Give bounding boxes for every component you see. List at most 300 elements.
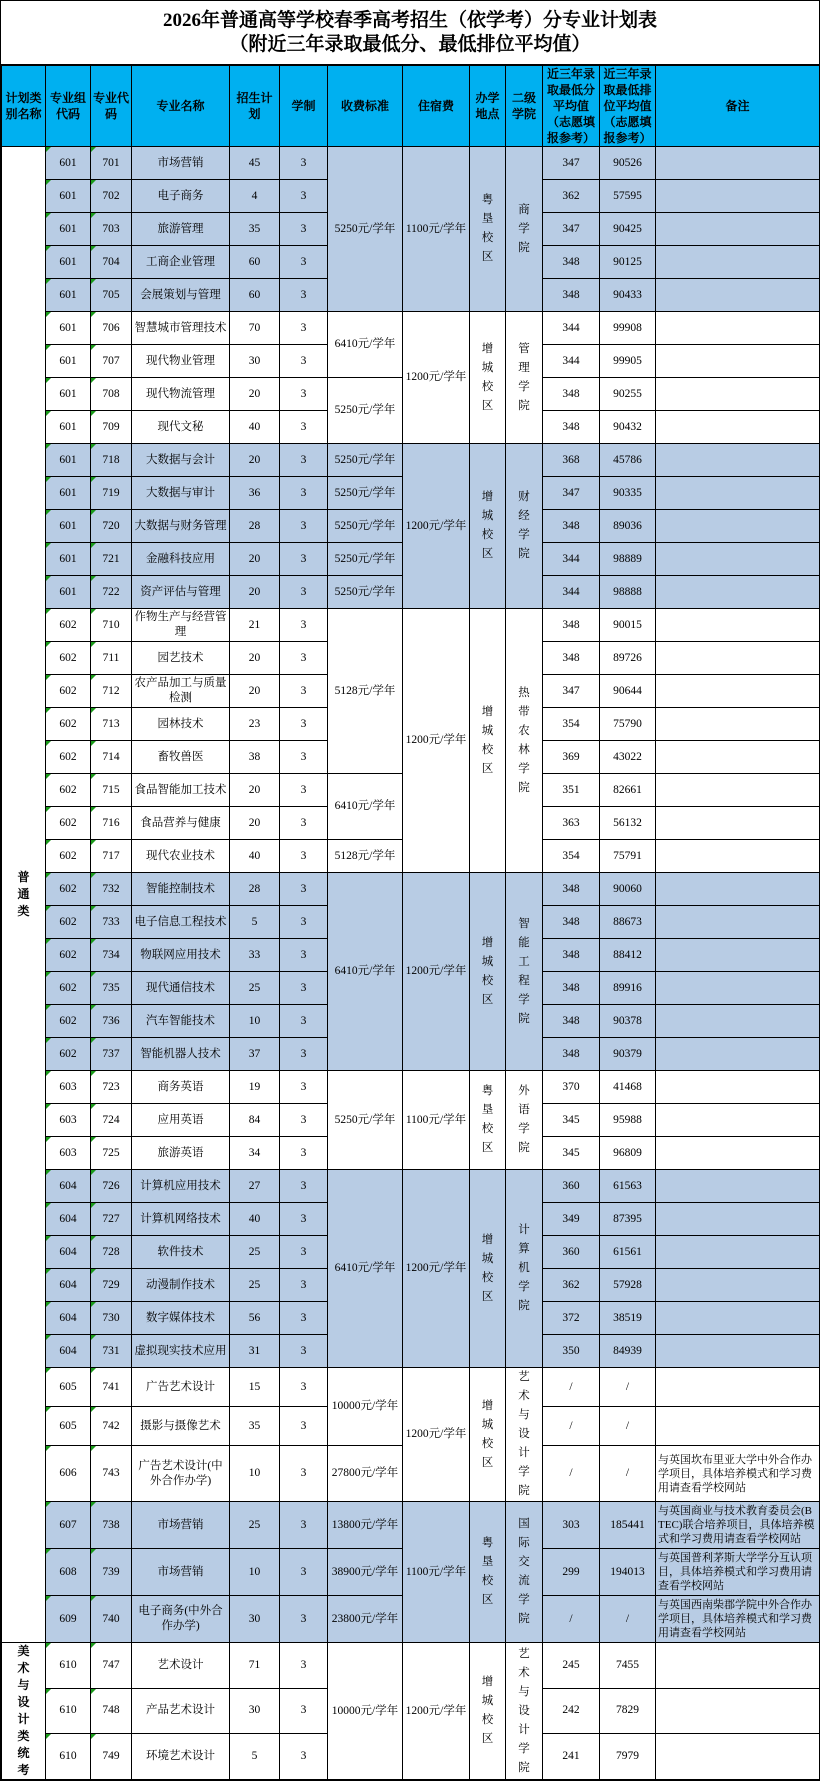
major-name-cell: 摄影与摄像艺术 xyxy=(132,1407,230,1446)
header-avg-min-rank: 近三年录取最低排位平均值（志愿填报参考） xyxy=(600,66,656,147)
enrollment-plan-cell: 34 xyxy=(230,1137,280,1170)
group-code-cell: 601 xyxy=(46,378,91,411)
major-code-cell: 708 xyxy=(91,378,132,411)
tuition-cell: 6410元/学年 xyxy=(328,774,403,840)
major-code-cell: 732 xyxy=(91,873,132,906)
tuition-cell: 10000元/学年 xyxy=(328,1368,403,1446)
enrollment-plan-cell: 19 xyxy=(230,1071,280,1104)
avg-min-score-cell: 360 xyxy=(543,1170,600,1203)
group-code-cell: 609 xyxy=(46,1596,91,1643)
avg-min-score-cell: 345 xyxy=(543,1137,600,1170)
duration-cell: 3 xyxy=(280,543,328,576)
remarks-cell xyxy=(656,1071,820,1104)
avg-min-rank-cell: 87395 xyxy=(600,1203,656,1236)
tuition-cell: 5250元/学年 xyxy=(328,543,403,576)
housing-fee-cell: 1200元/学年 xyxy=(403,1368,470,1502)
avg-min-rank-cell: 38519 xyxy=(600,1302,656,1335)
housing-fee-cell: 1200元/学年 xyxy=(403,1170,470,1368)
avg-min-rank-cell: 98889 xyxy=(600,543,656,576)
enrollment-plan-cell: 60 xyxy=(230,279,280,312)
avg-min-score-cell: 362 xyxy=(543,1269,600,1302)
group-code-cell: 601 xyxy=(46,345,91,378)
avg-min-rank-cell: 61563 xyxy=(600,1170,656,1203)
avg-min-score-cell: 347 xyxy=(543,147,600,180)
duration-cell: 3 xyxy=(280,1446,328,1502)
avg-min-score-cell: 347 xyxy=(543,213,600,246)
major-name-cell: 食品智能加工技术 xyxy=(132,774,230,807)
avg-min-rank-cell: 45786 xyxy=(600,444,656,477)
avg-min-score-cell: 303 xyxy=(543,1502,600,1549)
header-row xyxy=(2,66,820,147)
major-code-cell: 703 xyxy=(91,213,132,246)
header-group-code: 专业组代码 xyxy=(46,66,91,147)
remarks-cell xyxy=(656,1137,820,1170)
housing-fee-cell: 1200元/学年 xyxy=(403,312,470,444)
college-cell: 热带农林学院 xyxy=(506,609,543,873)
campus-cell: 增城校区 xyxy=(470,1170,506,1368)
enrollment-plan-cell: 35 xyxy=(230,213,280,246)
duration-cell: 3 xyxy=(280,411,328,444)
major-code-cell: 743 xyxy=(91,1446,132,1502)
major-code-cell: 714 xyxy=(91,741,132,774)
enrollment-plan-cell: 20 xyxy=(230,642,280,675)
housing-fee-cell: 1100元/学年 xyxy=(403,147,470,312)
major-name-cell: 数字媒体技术 xyxy=(132,1302,230,1335)
major-name-cell: 现代通信技术 xyxy=(132,972,230,1005)
major-code-cell: 705 xyxy=(91,279,132,312)
remarks-cell xyxy=(656,378,820,411)
major-name-cell: 市场营销 xyxy=(132,1502,230,1549)
campus-cell: 增城校区 xyxy=(470,1643,506,1780)
enrollment-plan-cell: 25 xyxy=(230,972,280,1005)
group-code-cell: 602 xyxy=(46,972,91,1005)
remarks-cell xyxy=(656,906,820,939)
college-cell: 计算机学院 xyxy=(506,1170,543,1368)
major-name-cell: 智能机器人技术 xyxy=(132,1038,230,1071)
avg-min-score-cell: 348 xyxy=(543,1005,600,1038)
major-code-cell: 734 xyxy=(91,939,132,972)
remarks-cell xyxy=(656,1269,820,1302)
college-cell: 艺术与设计学院 xyxy=(506,1643,543,1780)
major-name-cell: 园艺技术 xyxy=(132,642,230,675)
enrollment-plan-cell: 25 xyxy=(230,1502,280,1549)
major-name-cell: 市场营销 xyxy=(132,1549,230,1596)
major-code-cell: 737 xyxy=(91,1038,132,1071)
header-tuition: 收费标准 xyxy=(328,66,403,147)
duration-cell: 3 xyxy=(280,1302,328,1335)
group-code-cell: 602 xyxy=(46,642,91,675)
table-row xyxy=(2,1071,820,1104)
remarks-cell xyxy=(656,1688,820,1734)
college-cell: 管理学院 xyxy=(506,312,543,444)
duration-cell: 3 xyxy=(280,1038,328,1071)
major-name-cell: 软件技术 xyxy=(132,1236,230,1269)
avg-min-score-cell: 351 xyxy=(543,774,600,807)
duration-cell: 3 xyxy=(280,477,328,510)
remarks-cell xyxy=(656,1335,820,1368)
group-code-cell: 602 xyxy=(46,708,91,741)
major-name-cell: 市场营销 xyxy=(132,147,230,180)
group-code-cell: 602 xyxy=(46,1005,91,1038)
enrollment-plan-cell: 60 xyxy=(230,246,280,279)
avg-min-score-cell: 370 xyxy=(543,1071,600,1104)
group-code-cell: 602 xyxy=(46,840,91,873)
enrollment-plan-cell: 20 xyxy=(230,774,280,807)
group-code-cell: 605 xyxy=(46,1407,91,1446)
avg-min-rank-cell: 90060 xyxy=(600,873,656,906)
avg-min-rank-cell: 90432 xyxy=(600,411,656,444)
major-name-cell: 智能控制技术 xyxy=(132,873,230,906)
remarks-cell xyxy=(656,1407,820,1446)
major-code-cell: 701 xyxy=(91,147,132,180)
plan-table xyxy=(1,65,820,1780)
major-name-cell: 计算机应用技术 xyxy=(132,1170,230,1203)
housing-fee-cell: 1200元/学年 xyxy=(403,1643,470,1780)
table-row xyxy=(2,609,820,642)
duration-cell: 3 xyxy=(280,1502,328,1549)
enrollment-plan-cell: 35 xyxy=(230,1407,280,1446)
group-code-cell: 601 xyxy=(46,411,91,444)
group-code-cell: 601 xyxy=(46,510,91,543)
major-code-cell: 707 xyxy=(91,345,132,378)
avg-min-rank-cell: 84939 xyxy=(600,1335,656,1368)
major-code-cell: 716 xyxy=(91,807,132,840)
tuition-cell: 6410元/学年 xyxy=(328,312,403,378)
major-code-cell: 742 xyxy=(91,1407,132,1446)
tuition-cell: 5128元/学年 xyxy=(328,840,403,873)
enrollment-plan-cell: 20 xyxy=(230,543,280,576)
major-name-cell: 环境艺术设计 xyxy=(132,1734,230,1780)
major-code-cell: 720 xyxy=(91,510,132,543)
tuition-cell: 5250元/学年 xyxy=(328,477,403,510)
remarks-cell xyxy=(656,147,820,180)
remarks-cell xyxy=(656,213,820,246)
group-code-cell: 605 xyxy=(46,1368,91,1407)
major-code-cell: 726 xyxy=(91,1170,132,1203)
major-name-cell: 资产评估与管理 xyxy=(132,576,230,609)
duration-cell: 3 xyxy=(280,774,328,807)
duration-cell: 3 xyxy=(280,1269,328,1302)
major-code-cell: 717 xyxy=(91,840,132,873)
major-code-cell: 704 xyxy=(91,246,132,279)
major-code-cell: 713 xyxy=(91,708,132,741)
avg-min-score-cell: 344 xyxy=(543,312,600,345)
remarks-cell xyxy=(656,1643,820,1689)
avg-min-score-cell: 348 xyxy=(543,972,600,1005)
avg-min-rank-cell: 75790 xyxy=(600,708,656,741)
remarks-cell xyxy=(656,873,820,906)
campus-cell: 粤垦校区 xyxy=(470,1502,506,1643)
duration-cell: 3 xyxy=(280,1170,328,1203)
major-code-cell: 728 xyxy=(91,1236,132,1269)
major-name-cell: 农产品加工与质量检测 xyxy=(132,675,230,708)
remarks-cell xyxy=(656,1734,820,1780)
duration-cell: 3 xyxy=(280,741,328,774)
campus-cell: 粤垦校区 xyxy=(470,147,506,312)
remarks-cell xyxy=(656,1104,820,1137)
enrollment-plan-cell: 84 xyxy=(230,1104,280,1137)
college-cell: 财经学院 xyxy=(506,444,543,609)
major-code-cell: 710 xyxy=(91,609,132,642)
avg-min-score-cell: 348 xyxy=(543,873,600,906)
header-college: 二级学院 xyxy=(506,66,543,147)
major-name-cell: 大数据与审计 xyxy=(132,477,230,510)
housing-fee-cell: 1200元/学年 xyxy=(403,873,470,1071)
major-code-cell: 723 xyxy=(91,1071,132,1104)
major-name-cell: 商务英语 xyxy=(132,1071,230,1104)
header-avg-min-score: 近三年录取最低分平均值（志愿填报参考） xyxy=(543,66,600,147)
enrollment-plan-cell: 25 xyxy=(230,1236,280,1269)
sheet-title xyxy=(1,1,819,65)
campus-cell: 增城校区 xyxy=(470,312,506,444)
remarks-cell xyxy=(656,774,820,807)
avg-min-score-cell: 347 xyxy=(543,477,600,510)
avg-min-rank-cell: 41468 xyxy=(600,1071,656,1104)
group-code-cell: 603 xyxy=(46,1104,91,1137)
remarks-cell xyxy=(656,1236,820,1269)
major-name-cell: 广告艺术设计(中外合作办学) xyxy=(132,1446,230,1502)
remarks-cell xyxy=(656,345,820,378)
major-name-cell: 应用英语 xyxy=(132,1104,230,1137)
enrollment-plan-cell: 10 xyxy=(230,1446,280,1502)
group-code-cell: 602 xyxy=(46,939,91,972)
group-code-cell: 604 xyxy=(46,1203,91,1236)
remarks-cell xyxy=(656,477,820,510)
group-code-cell: 608 xyxy=(46,1549,91,1596)
major-code-cell: 709 xyxy=(91,411,132,444)
header-major-name: 专业名称 xyxy=(132,66,230,147)
enrollment-plan-cell: 10 xyxy=(230,1005,280,1038)
avg-min-rank-cell: / xyxy=(600,1368,656,1407)
avg-min-rank-cell: 57595 xyxy=(600,180,656,213)
enrollment-plan-cell: 30 xyxy=(230,345,280,378)
tuition-cell: 5128元/学年 xyxy=(328,609,403,774)
duration-cell: 3 xyxy=(280,873,328,906)
major-code-cell: 724 xyxy=(91,1104,132,1137)
avg-min-rank-cell: 61561 xyxy=(600,1236,656,1269)
remarks-cell xyxy=(656,675,820,708)
tuition-cell: 38900元/学年 xyxy=(328,1549,403,1596)
header-major-code: 专业代码 xyxy=(91,66,132,147)
major-name-cell: 艺术设计 xyxy=(132,1643,230,1689)
duration-cell: 3 xyxy=(280,1236,328,1269)
header-remarks: 备注 xyxy=(656,66,820,147)
avg-min-score-cell: 242 xyxy=(543,1688,600,1734)
college-cell: 艺术与设计学院 xyxy=(506,1368,543,1502)
major-name-cell: 电子商务(中外合作办学) xyxy=(132,1596,230,1643)
enrollment-plan-cell: 27 xyxy=(230,1170,280,1203)
enrollment-plan-cell: 25 xyxy=(230,1269,280,1302)
major-code-cell: 711 xyxy=(91,642,132,675)
group-code-cell: 602 xyxy=(46,906,91,939)
major-name-cell: 汽车智能技术 xyxy=(132,1005,230,1038)
college-cell: 商学院 xyxy=(506,147,543,312)
duration-cell: 3 xyxy=(280,906,328,939)
remarks-cell xyxy=(656,411,820,444)
major-name-cell: 现代农业技术 xyxy=(132,840,230,873)
major-code-cell: 738 xyxy=(91,1502,132,1549)
major-code-cell: 725 xyxy=(91,1137,132,1170)
enrollment-plan-cell: 71 xyxy=(230,1643,280,1689)
major-code-cell: 719 xyxy=(91,477,132,510)
remarks-cell: 与英国西南柴郡学院中外合作办学项目，具体培养模式和学习费用请查看学校网站 xyxy=(656,1596,820,1643)
avg-min-rank-cell: 90433 xyxy=(600,279,656,312)
duration-cell: 3 xyxy=(280,1734,328,1780)
avg-min-rank-cell: 90644 xyxy=(600,675,656,708)
avg-min-rank-cell: / xyxy=(600,1446,656,1502)
header-duration: 学制 xyxy=(280,66,328,147)
major-name-cell: 园林技术 xyxy=(132,708,230,741)
tuition-cell: 23800元/学年 xyxy=(328,1596,403,1643)
avg-min-score-cell: 360 xyxy=(543,1236,600,1269)
tuition-cell: 5250元/学年 xyxy=(328,378,403,444)
table-row xyxy=(2,312,820,345)
avg-min-rank-cell: 90378 xyxy=(600,1005,656,1038)
major-code-cell: 715 xyxy=(91,774,132,807)
plan-category-cell: 普通类 xyxy=(2,147,46,1643)
enrollment-plan-cell: 28 xyxy=(230,873,280,906)
enrollment-plan-cell: 45 xyxy=(230,147,280,180)
enrollment-plan-cell: 5 xyxy=(230,1734,280,1780)
group-code-cell: 604 xyxy=(46,1269,91,1302)
duration-cell: 3 xyxy=(280,972,328,1005)
avg-min-rank-cell: 89916 xyxy=(600,972,656,1005)
enrollment-plan-cell: 36 xyxy=(230,477,280,510)
avg-min-score-cell: 349 xyxy=(543,1203,600,1236)
enrollment-plan-cell: 30 xyxy=(230,1688,280,1734)
enrollment-plan-cell: 40 xyxy=(230,1203,280,1236)
group-code-cell: 601 xyxy=(46,477,91,510)
remarks-cell xyxy=(656,741,820,774)
enrollment-plan-cell: 23 xyxy=(230,708,280,741)
table-row xyxy=(2,1643,820,1689)
duration-cell: 3 xyxy=(280,1104,328,1137)
duration-cell: 3 xyxy=(280,1335,328,1368)
major-name-cell: 金融科技应用 xyxy=(132,543,230,576)
major-code-cell: 712 xyxy=(91,675,132,708)
avg-min-score-cell: 299 xyxy=(543,1549,600,1596)
remarks-cell xyxy=(656,1368,820,1407)
duration-cell: 3 xyxy=(280,576,328,609)
enrollment-plan-cell: 40 xyxy=(230,840,280,873)
avg-min-score-cell: 348 xyxy=(543,279,600,312)
group-code-cell: 607 xyxy=(46,1502,91,1549)
remarks-cell xyxy=(656,279,820,312)
avg-min-score-cell: 362 xyxy=(543,180,600,213)
major-name-cell: 智慧城市管理技术 xyxy=(132,312,230,345)
avg-min-rank-cell: 7979 xyxy=(600,1734,656,1780)
enrollment-plan-cell: 20 xyxy=(230,807,280,840)
avg-min-score-cell: 348 xyxy=(543,411,600,444)
avg-min-rank-cell: 194013 xyxy=(600,1549,656,1596)
tuition-cell: 5250元/学年 xyxy=(328,1071,403,1170)
avg-min-score-cell: 344 xyxy=(543,576,600,609)
major-name-cell: 大数据与财务管理 xyxy=(132,510,230,543)
duration-cell: 3 xyxy=(280,1643,328,1689)
group-code-cell: 603 xyxy=(46,1137,91,1170)
avg-min-rank-cell: 90125 xyxy=(600,246,656,279)
enrollment-plan-cell: 20 xyxy=(230,444,280,477)
major-name-cell: 现代文秘 xyxy=(132,411,230,444)
remarks-cell xyxy=(656,1203,820,1236)
major-name-cell: 电子商务 xyxy=(132,180,230,213)
avg-min-rank-cell: 99908 xyxy=(600,312,656,345)
avg-min-rank-cell: 89726 xyxy=(600,642,656,675)
major-code-cell: 731 xyxy=(91,1335,132,1368)
avg-min-score-cell: 348 xyxy=(543,939,600,972)
group-code-cell: 610 xyxy=(46,1643,91,1689)
housing-fee-cell: 1200元/学年 xyxy=(403,444,470,609)
major-code-cell: 749 xyxy=(91,1734,132,1780)
major-code-cell: 718 xyxy=(91,444,132,477)
major-name-cell: 作物生产与经营管理 xyxy=(132,609,230,642)
remarks-cell xyxy=(656,1005,820,1038)
avg-min-score-cell: 245 xyxy=(543,1643,600,1689)
duration-cell: 3 xyxy=(280,1137,328,1170)
group-code-cell: 602 xyxy=(46,873,91,906)
title-line-2: （附近三年录取最低分、最低排位平均值） xyxy=(229,33,591,55)
table-row xyxy=(2,1368,820,1407)
avg-min-rank-cell: 82661 xyxy=(600,774,656,807)
major-code-cell: 748 xyxy=(91,1688,132,1734)
group-code-cell: 610 xyxy=(46,1734,91,1780)
group-code-cell: 602 xyxy=(46,675,91,708)
avg-min-score-cell: / xyxy=(543,1596,600,1643)
major-name-cell: 会展策划与管理 xyxy=(132,279,230,312)
group-code-cell: 601 xyxy=(46,444,91,477)
avg-min-rank-cell: 7455 xyxy=(600,1643,656,1689)
tuition-cell: 5250元/学年 xyxy=(328,576,403,609)
avg-min-rank-cell: / xyxy=(600,1596,656,1643)
duration-cell: 3 xyxy=(280,708,328,741)
remarks-cell xyxy=(656,180,820,213)
avg-min-rank-cell: 90015 xyxy=(600,609,656,642)
tuition-cell: 10000元/学年 xyxy=(328,1643,403,1780)
remarks-cell xyxy=(656,840,820,873)
enrollment-plan-cell: 28 xyxy=(230,510,280,543)
remarks-cell: 与英国坎布里亚大学中外合作办学项目，具体培养模式和学习费用请查看学校网站 xyxy=(656,1446,820,1502)
major-code-cell: 736 xyxy=(91,1005,132,1038)
avg-min-score-cell: 348 xyxy=(543,510,600,543)
duration-cell: 3 xyxy=(280,279,328,312)
remarks-cell xyxy=(656,444,820,477)
group-code-cell: 604 xyxy=(46,1170,91,1203)
avg-min-rank-cell: 57928 xyxy=(600,1269,656,1302)
enrollment-plan-cell: 31 xyxy=(230,1335,280,1368)
college-cell: 智能工程学院 xyxy=(506,873,543,1071)
major-name-cell: 电子信息工程技术 xyxy=(132,906,230,939)
table-row xyxy=(2,1502,820,1549)
remarks-cell xyxy=(656,807,820,840)
college-cell: 外语学院 xyxy=(506,1071,543,1170)
remarks-cell xyxy=(656,1302,820,1335)
major-name-cell: 现代物业管理 xyxy=(132,345,230,378)
duration-cell: 3 xyxy=(280,510,328,543)
housing-fee-cell: 1100元/学年 xyxy=(403,1502,470,1643)
major-code-cell: 729 xyxy=(91,1269,132,1302)
avg-min-score-cell: 372 xyxy=(543,1302,600,1335)
major-name-cell: 旅游英语 xyxy=(132,1137,230,1170)
group-code-cell: 602 xyxy=(46,609,91,642)
major-name-cell: 动漫制作技术 xyxy=(132,1269,230,1302)
avg-min-score-cell: 368 xyxy=(543,444,600,477)
duration-cell: 3 xyxy=(280,444,328,477)
remarks-cell: 与英国普利茅斯大学学分互认项目，具体培养模式和学习费用请查看学校网站 xyxy=(656,1549,820,1596)
enrollment-plan-cell: 70 xyxy=(230,312,280,345)
avg-min-rank-cell: 89036 xyxy=(600,510,656,543)
housing-fee-cell: 1200元/学年 xyxy=(403,609,470,873)
tuition-cell: 5250元/学年 xyxy=(328,147,403,312)
